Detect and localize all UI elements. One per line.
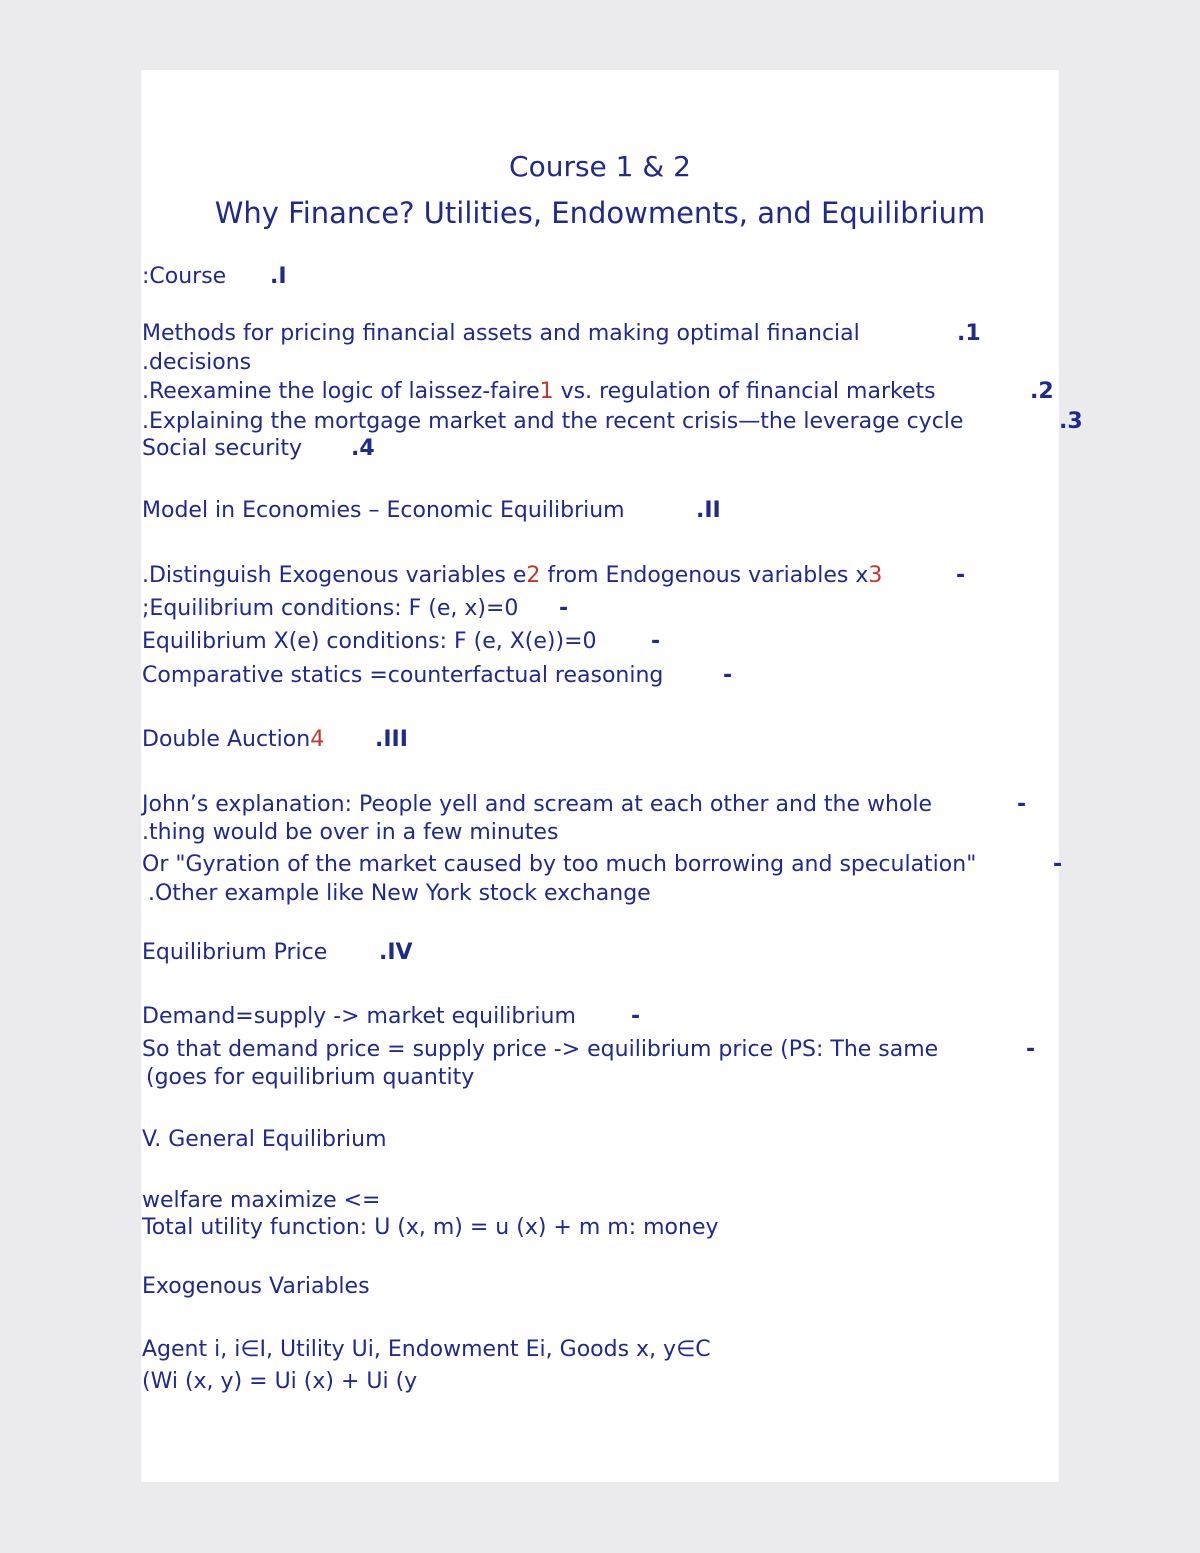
bullet-demand-price: So that demand price = supply price -> equilibrium price (PS: The same <box>142 1037 939 1062</box>
list-item-3-number: .3 <box>1059 409 1083 434</box>
bullet-demand-price-continuation: (goes for equilibrium quantity <box>146 1065 475 1090</box>
footnote-marker: 4 <box>310 727 325 752</box>
list-item-1-continuation: .decisions <box>142 350 252 375</box>
course-title: Course 1 & 2 <box>509 150 691 183</box>
footnote-marker: 3 <box>868 563 883 588</box>
bullet-johns-explanation-continuation: .thing would be over in a few minutes <box>142 820 559 845</box>
welfare-line: welfare maximize <= <box>142 1188 381 1213</box>
utility-function-line: Total utility function: U (x, m) = u (x) + m m: money <box>142 1215 719 1240</box>
list-item-3-text: .Explaining the mortgage market and the recent crisis—the leverage cycle <box>142 409 964 434</box>
course-subtitle: Why Finance? Utilities, Endowments, and Equilibrium <box>214 196 986 230</box>
exogenous-variables-heading: Exogenous Variables <box>142 1274 370 1299</box>
bullet-gyration: Or "Gyration of the market caused by too much borrowing and speculation" <box>142 852 977 877</box>
bullet-dash: - <box>1017 792 1027 817</box>
list-item-4-text: Social security <box>142 436 303 461</box>
bullet-exogenous: .Distinguish Exogenous variables e2 from Endogenous variables x3 <box>142 563 883 588</box>
section-3-heading: Double Auction4 <box>142 727 325 752</box>
section-1-heading: :Course <box>142 264 227 289</box>
section-2-heading: Model in Economies – Economic Equilibrium <box>142 498 625 523</box>
bullet-dash: - <box>651 629 661 654</box>
footnote-marker: 2 <box>526 563 541 588</box>
document-page <box>141 70 1083 1482</box>
bullet-comparative-statics: Comparative statics =counterfactual reasoning <box>142 663 664 688</box>
section-5-heading: V. General Equilibrium <box>142 1127 387 1152</box>
section-3-number: .III <box>375 727 408 752</box>
bullet-dash: - <box>1026 1037 1036 1062</box>
list-item-1-number: .1 <box>957 321 981 346</box>
list-item-4-number: .4 <box>351 436 375 461</box>
bullet-equilibrium-x: Equilibrium X(e) conditions: F (e, X(e))=0 <box>142 629 597 654</box>
bullet-dash: - <box>723 663 733 688</box>
bullet-demand-supply: Demand=supply -> market equilibrium <box>142 1004 576 1029</box>
section-4-heading: Equilibrium Price <box>142 940 328 965</box>
footnote-marker: 1 <box>539 379 554 404</box>
bullet-dash: - <box>631 1004 641 1029</box>
section-1-number: .I <box>270 264 287 289</box>
bullet-dash: - <box>956 563 966 588</box>
bullet-johns-explanation: John’s explanation: People yell and scream at each other and the whole <box>142 792 933 817</box>
list-item-2-text: .Reexamine the logic of laissez-faire1 vs. regulation of financial markets <box>142 379 936 404</box>
bullet-equilibrium-conditions: ;Equilibrium conditions: F (e, x)=0 <box>142 596 519 621</box>
list-item-1-text: Methods for pricing financial assets and making optimal financial <box>142 321 860 346</box>
list-item-2-number: .2 <box>1030 379 1054 404</box>
bullet-gyration-continuation: .Other example like New York stock exchange <box>148 881 651 906</box>
agent-line: Agent i, i∈I, Utility Ui, Endowment Ei, Goods x, y∈C <box>142 1337 711 1362</box>
bullet-dash: - <box>559 596 569 621</box>
section-2-number: .II <box>696 498 721 523</box>
bullet-dash: - <box>1053 852 1063 877</box>
wi-formula-line: (Wi (x, y) = Ui (x) + Ui (y <box>142 1369 418 1394</box>
section-4-number: .IV <box>379 940 413 965</box>
